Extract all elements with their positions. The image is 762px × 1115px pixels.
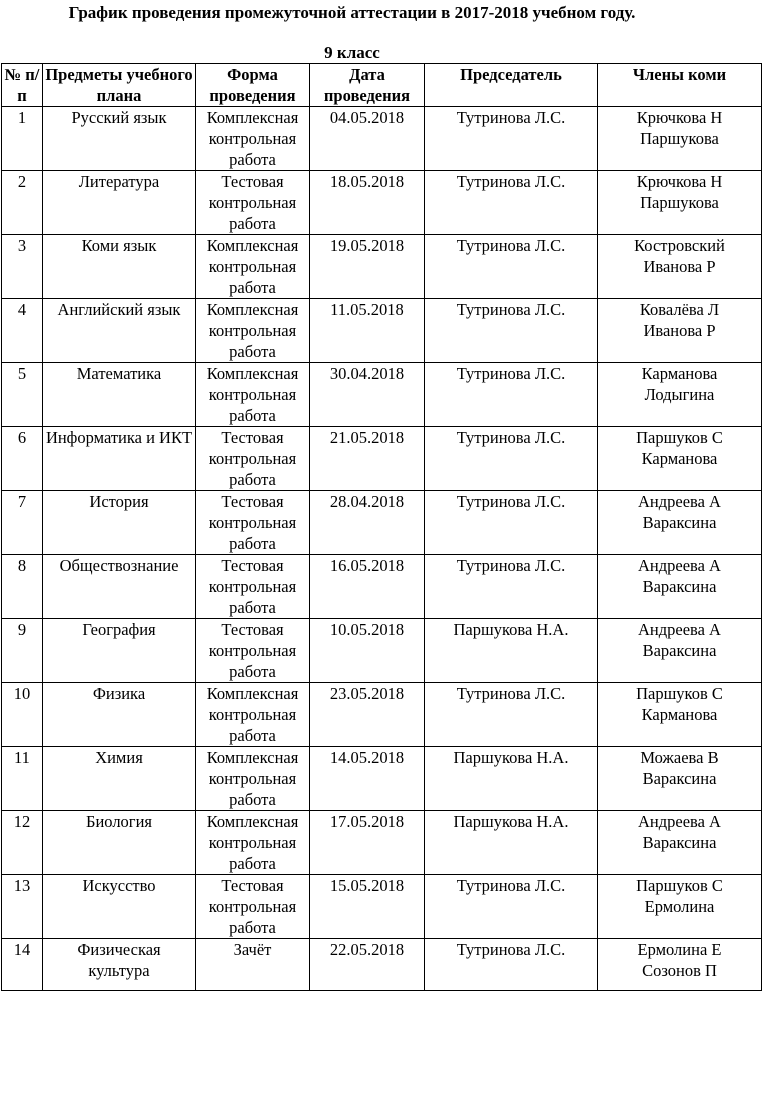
cell-number: 11 xyxy=(2,747,43,811)
cell-number: 13 xyxy=(2,875,43,939)
cell-date: 16.05.2018 xyxy=(310,555,425,619)
cell-number: 6 xyxy=(2,427,43,491)
cell-form: Комплексная контрольная работа xyxy=(196,683,310,747)
cell-form: Тестовая контрольная работа xyxy=(196,619,310,683)
cell-number: 7 xyxy=(2,491,43,555)
cell-number: 5 xyxy=(2,363,43,427)
cell-form: Комплексная контрольная работа xyxy=(196,363,310,427)
cell-form: Тестовая контрольная работа xyxy=(196,491,310,555)
cell-subject: Информатика и ИКТ xyxy=(43,427,196,491)
cell-members: Паршуков С Карманова xyxy=(598,427,762,491)
cell-members: Андреева А Вараксина xyxy=(598,555,762,619)
cell-date: 18.05.2018 xyxy=(310,171,425,235)
header-chairman: Председатель xyxy=(425,64,598,107)
table-row xyxy=(2,427,762,491)
cell-date: 04.05.2018 xyxy=(310,107,425,171)
table-row xyxy=(2,939,762,991)
cell-subject: Литература xyxy=(43,171,196,235)
cell-members: Карманова Лодыгина xyxy=(598,363,762,427)
class-subtitle: 9 класс xyxy=(324,43,380,62)
cell-subject: Физическая культура xyxy=(43,939,196,991)
cell-subject: Искусство xyxy=(43,875,196,939)
cell-form: Комплексная контрольная работа xyxy=(196,235,310,299)
cell-date: 15.05.2018 xyxy=(310,875,425,939)
cell-subject: Русский язык xyxy=(43,107,196,171)
cell-form: Комплексная контрольная работа xyxy=(196,811,310,875)
cell-subject: Математика xyxy=(43,363,196,427)
cell-date: 30.04.2018 xyxy=(310,363,425,427)
header-number: № п/п xyxy=(2,64,43,107)
cell-members: Костровский Иванова Р xyxy=(598,235,762,299)
cell-date: 11.05.2018 xyxy=(310,299,425,363)
cell-chairman: Тутринова Л.С. xyxy=(425,491,598,555)
cell-date: 21.05.2018 xyxy=(310,427,425,491)
cell-number: 14 xyxy=(2,939,43,991)
table-row xyxy=(2,363,762,427)
cell-date: 22.05.2018 xyxy=(310,939,425,991)
cell-subject: Обществознание xyxy=(43,555,196,619)
cell-form: Зачёт xyxy=(196,939,310,991)
cell-members: Крючкова Н Паршукова xyxy=(598,171,762,235)
cell-chairman: Тутринова Л.С. xyxy=(425,875,598,939)
cell-members: Ермолина Е Созонов П xyxy=(598,939,762,991)
header-date: Дата проведения xyxy=(310,64,425,107)
cell-date: 10.05.2018 xyxy=(310,619,425,683)
cell-form: Тестовая контрольная работа xyxy=(196,555,310,619)
cell-chairman: Тутринова Л.С. xyxy=(425,683,598,747)
table-header-row xyxy=(2,64,762,107)
cell-chairman: Тутринова Л.С. xyxy=(425,299,598,363)
header-subject: Предметы учебного плана xyxy=(43,64,196,107)
cell-form: Тестовая контрольная работа xyxy=(196,875,310,939)
cell-number: 12 xyxy=(2,811,43,875)
cell-members: Крючкова Н Паршукова xyxy=(598,107,762,171)
cell-chairman: Тутринова Л.С. xyxy=(425,427,598,491)
table-row xyxy=(2,555,762,619)
table-row xyxy=(2,747,762,811)
cell-form: Комплексная контрольная работа xyxy=(196,747,310,811)
header-members: Члены коми xyxy=(598,64,762,107)
cell-chairman: Паршукова Н.А. xyxy=(425,747,598,811)
cell-form: Тестовая контрольная работа xyxy=(196,171,310,235)
cell-members: Паршуков С Карманова xyxy=(598,683,762,747)
cell-chairman: Тутринова Л.С. xyxy=(425,235,598,299)
cell-chairman: Тутринова Л.С. xyxy=(425,171,598,235)
cell-number: 9 xyxy=(2,619,43,683)
table-row xyxy=(2,107,762,171)
cell-chairman: Тутринова Л.С. xyxy=(425,555,598,619)
cell-members: Можаева В Вараксина xyxy=(598,747,762,811)
cell-subject: Английский язык xyxy=(43,299,196,363)
cell-subject: Химия xyxy=(43,747,196,811)
cell-number: 3 xyxy=(2,235,43,299)
table-row xyxy=(2,491,762,555)
cell-number: 2 xyxy=(2,171,43,235)
cell-number: 4 xyxy=(2,299,43,363)
cell-members: Андреева А Вараксина xyxy=(598,811,762,875)
cell-number: 8 xyxy=(2,555,43,619)
cell-chairman: Тутринова Л.С. xyxy=(425,939,598,991)
cell-date: 23.05.2018 xyxy=(310,683,425,747)
cell-number: 10 xyxy=(2,683,43,747)
table-row xyxy=(2,683,762,747)
cell-date: 19.05.2018 xyxy=(310,235,425,299)
cell-subject: История xyxy=(43,491,196,555)
table-row xyxy=(2,875,762,939)
table-row xyxy=(2,619,762,683)
cell-subject: Физика xyxy=(43,683,196,747)
table-row xyxy=(2,235,762,299)
cell-subject: География xyxy=(43,619,196,683)
cell-chairman: Тутринова Л.С. xyxy=(425,107,598,171)
cell-date: 17.05.2018 xyxy=(310,811,425,875)
cell-members: Андреева А Вараксина xyxy=(598,491,762,555)
table-row xyxy=(2,811,762,875)
cell-members: Паршуков С Ермолина xyxy=(598,875,762,939)
cell-members: Ковалёва Л Иванова Р xyxy=(598,299,762,363)
cell-members: Андреева А Вараксина xyxy=(598,619,762,683)
cell-form: Комплексная контрольная работа xyxy=(196,107,310,171)
attestation-schedule-table xyxy=(1,63,762,991)
cell-chairman: Паршукова Н.А. xyxy=(425,811,598,875)
cell-chairman: Паршукова Н.А. xyxy=(425,619,598,683)
table-row xyxy=(2,171,762,235)
cell-form: Тестовая контрольная работа xyxy=(196,427,310,491)
cell-date: 14.05.2018 xyxy=(310,747,425,811)
header-form: Форма проведения xyxy=(196,64,310,107)
cell-date: 28.04.2018 xyxy=(310,491,425,555)
table-row xyxy=(2,299,762,363)
cell-form: Комплексная контрольная работа xyxy=(196,299,310,363)
cell-subject: Биология xyxy=(43,811,196,875)
cell-subject: Коми язык xyxy=(43,235,196,299)
cell-chairman: Тутринова Л.С. xyxy=(425,363,598,427)
document-title: График проведения промежуточной аттестации в 2017-2018 учебном году. xyxy=(68,3,636,22)
cell-number: 1 xyxy=(2,107,43,171)
